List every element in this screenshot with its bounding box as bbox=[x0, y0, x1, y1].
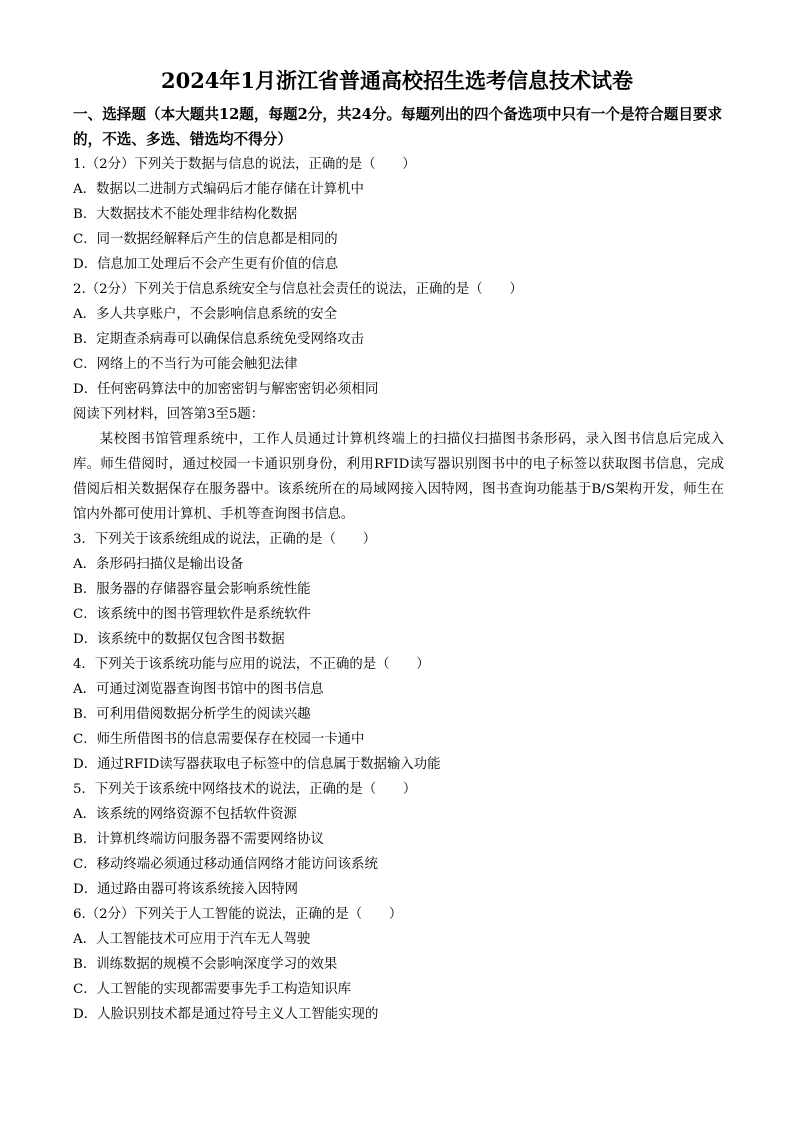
option-b: B．训练数据的规模不会影响深度学习的效果 bbox=[73, 957, 338, 972]
option-c: C．移动终端必须通过移动通信网络才能访问该系统 bbox=[73, 857, 378, 872]
reading-material bbox=[73, 402, 724, 527]
question-stem: 5．下列关于该系统中网络技术的说法，正确的是（ ） bbox=[73, 782, 417, 797]
option-a: A．多人共享账户，不会影响信息系统的安全 bbox=[73, 307, 338, 322]
question-1 bbox=[73, 152, 724, 277]
option-a: A．人工智能技术可应用于汽车无人驾驶 bbox=[73, 932, 311, 947]
option-d: D．该系统中的数据仅包含图书数据 bbox=[73, 632, 285, 647]
question-2 bbox=[73, 277, 724, 402]
material-text: 某校图书馆管理系统中，工作人员通过计算机终端上的扫描仪扫描图书条形码，录入图书信息后完成入库。师生借阅时，通过校园一卡通识别身份，利用RFID读写器识别图书中的电子标签以获取图书信息，完成借阅后相关数据保存在服务器中。该系统所在的局域网接入因特网，图书查询功能基于B/S架构开发，师生在馆内外都可使用计算机、手机等查询图书信息。 bbox=[73, 432, 724, 522]
option-c: C．师生所借图书的信息需要保存在校园一卡通中 bbox=[73, 732, 365, 747]
option-b: B．大数据技术不能处理非结构化数据 bbox=[73, 207, 298, 222]
material-intro: 阅读下列材料，回答第3至5题： bbox=[73, 407, 265, 422]
question-stem: 4．下列关于该系统功能与应用的说法，不正确的是（ ） bbox=[73, 657, 430, 672]
option-c: C．网络上的不当行为可能会触犯法律 bbox=[73, 357, 298, 372]
option-b: B．计算机终端访问服务器不需要网络协议 bbox=[73, 832, 324, 847]
option-a: A．该系统的网络资源不包括软件资源 bbox=[73, 807, 297, 822]
option-c: C．人工智能的实现都需要事先手工构造知识库 bbox=[73, 982, 352, 997]
option-c: C．该系统中的图书管理软件是系统软件 bbox=[73, 607, 311, 622]
option-b: B．可利用借阅数据分析学生的阅读兴趣 bbox=[73, 707, 311, 722]
question-stem: 3．下列关于该系统组成的说法，正确的是（ ） bbox=[73, 532, 377, 547]
option-b: B．定期查杀病毒可以确保信息系统免受网络攻击 bbox=[73, 332, 365, 347]
option-c: C．同一数据经解释后产生的信息都是相同的 bbox=[73, 232, 338, 247]
option-a: A．可通过浏览器查询图书馆中的图书信息 bbox=[73, 682, 324, 697]
question-stem: 1.（2分）下列关于数据与信息的说法，正确的是（ ） bbox=[73, 157, 416, 172]
option-a: A．条形码扫描仪是输出设备 bbox=[73, 557, 244, 572]
option-b: B．服务器的存储器容量会影响系统性能 bbox=[73, 582, 311, 597]
option-d: D．信息加工处理后不会产生更有价值的信息 bbox=[73, 257, 339, 272]
question-5 bbox=[73, 777, 724, 902]
option-a: A．数据以二进制方式编码后才能存储在计算机中 bbox=[73, 182, 364, 197]
question-3 bbox=[73, 527, 724, 652]
page-title: 2024年1月浙江省普通高校招生选考信息技术试卷 bbox=[160, 68, 634, 93]
question-4 bbox=[73, 652, 724, 777]
option-d: D．任何密码算法中的加密密钥与解密密钥必须相同 bbox=[73, 382, 379, 397]
option-d: D．人脸识别技术都是通过符号主义人工智能实现的 bbox=[73, 1007, 379, 1022]
option-d: D．通过路由器可将该系统接入因特网 bbox=[73, 882, 298, 897]
section-heading: 一、选择题（本大题共12题，每题2分，共24分。每题列出的四个备选项中只有一个是符合题目要求的，不选、多选、错选均不得分） bbox=[73, 106, 723, 148]
exam-content bbox=[73, 102, 724, 1027]
option-d: D．通过RFID读写器获取电子标签中的信息属于数据输入功能 bbox=[73, 757, 441, 772]
question-stem: 2.（2分）下列关于信息系统安全与信息社会责任的说法，正确的是（ ） bbox=[73, 282, 523, 297]
question-stem: 6.（2分）下列关于人工智能的说法，正确的是（ ） bbox=[73, 907, 403, 922]
question-6 bbox=[73, 902, 724, 1027]
